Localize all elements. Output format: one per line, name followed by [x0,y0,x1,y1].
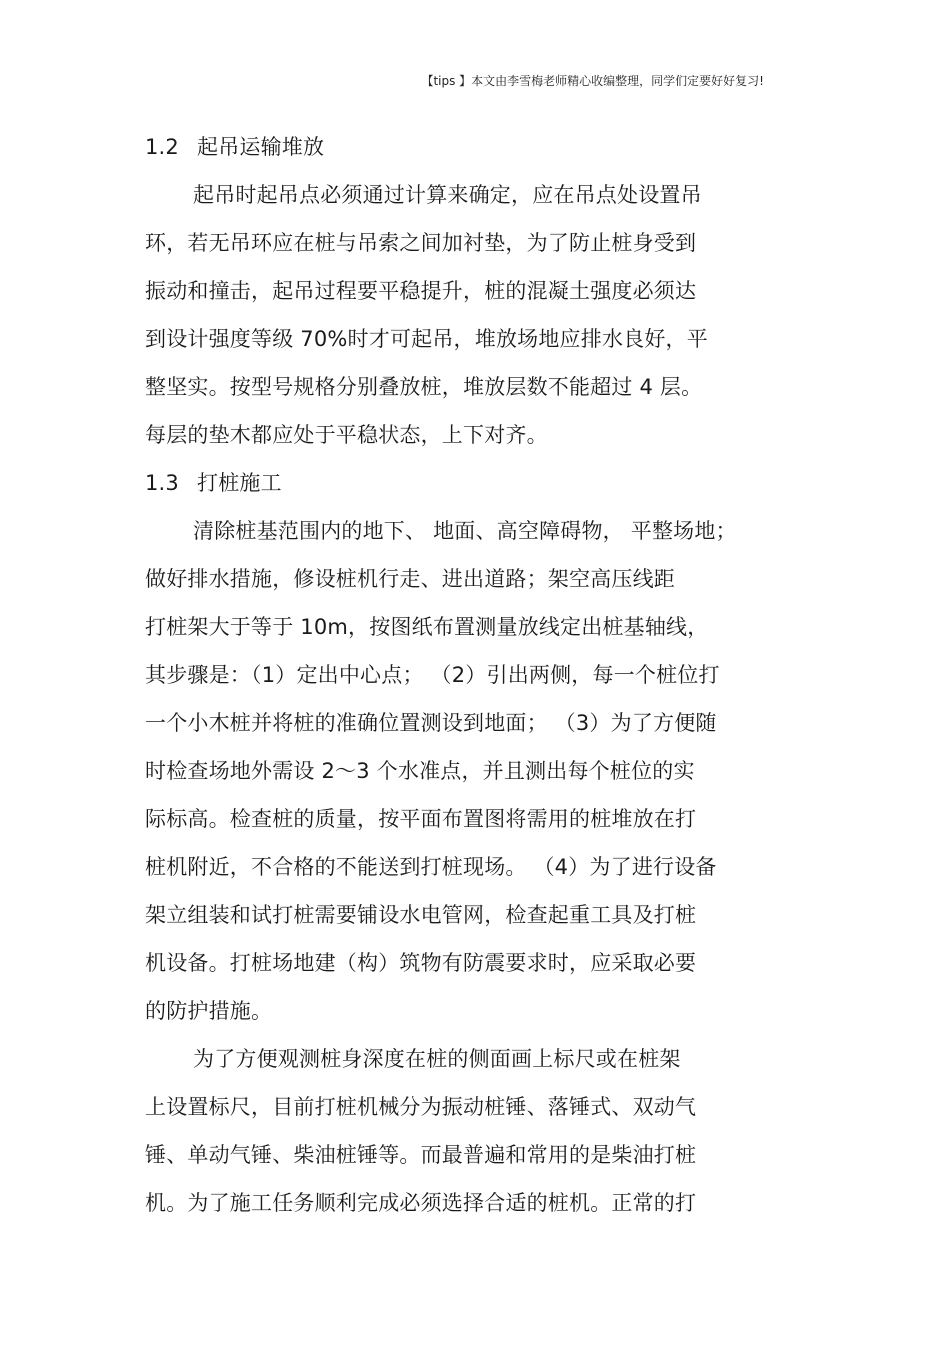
text-line: 振动和撞击，起吊过程要平稳提升，桩的混凝土强度必须达 [145,279,697,303]
text-line: 到设计强度等级 70%时才可起吊，堆放场地应排水良好，平 [145,327,708,351]
section-heading-1-3 [145,471,282,495]
text-line: 每层的垫木都应处于平稳状态，上下对齐。 [145,423,548,447]
text-line: 清除桩基范围内的地下、 地面、高空障碍物， 平整场地； [193,519,737,543]
text-line: 其步骤是：（1）定出中心点； （2）引出两侧，每一个桩位打 [145,663,720,687]
text-line: 打桩架大于等于 10m，按图纸布置测量放线定出桩基轴线， [145,615,709,639]
section-number: 1.2 [145,135,179,159]
section-heading-1-2 [145,135,324,159]
text-line: 环，若无吊环应在桩与吊索之间加衬垫，为了防止桩身受到 [145,231,697,255]
text-line: 整坚实。按型号规格分别叠放桩，堆放层数不能超过 4 层。 [145,375,703,399]
text-line: 时检查场地外需设 2～3 个水准点，并且测出每个桩位的实 [145,759,695,783]
text-line: 起吊时起吊点必须通过计算来确定，应在吊点处设置吊 [193,183,702,207]
text-line: 际标高。检查桩的质量，按平面布置图将需用的桩堆放在打 [145,807,697,831]
header-note: 【tips 】本文由李雪梅老师精心收编整理，同学们定要好好复习! [421,74,764,88]
text-line: 机设备。打桩场地建（构）筑物有防震要求时，应采取必要 [145,951,697,975]
text-line: 一个小木桩并将桩的准确位置测设到地面； （3）为了方便随 [145,711,717,735]
text-line: 做好排水措施，修设桩机行走、进出道路；架空高压线距 [145,567,675,591]
section-number: 1.3 [145,471,179,495]
text-line: 上设置标尺，目前打桩机械分为振动桩锤、落锤式、双动气 [145,1095,697,1119]
text-line: 为了方便观测桩身深度在桩的侧面画上标尺或在桩架 [193,1047,681,1071]
section-title: 起吊运输堆放 [197,135,325,159]
text-line: 机。为了施工任务顺利完成必须选择合适的桩机。正常的打 [145,1191,697,1215]
text-line: 锤、单动气锤、柴油桩锤等。而最普遍和常用的是柴油打桩 [145,1143,697,1167]
text-line: 桩机附近，不合格的不能送到打桩现场。 （4）为了进行设备 [145,855,717,879]
text-line: 架立组装和试打桩需要铺设水电管网，检查起重工具及打桩 [145,903,697,927]
section-title: 打桩施工 [197,471,282,495]
text-line: 的防护措施。 [145,999,273,1023]
